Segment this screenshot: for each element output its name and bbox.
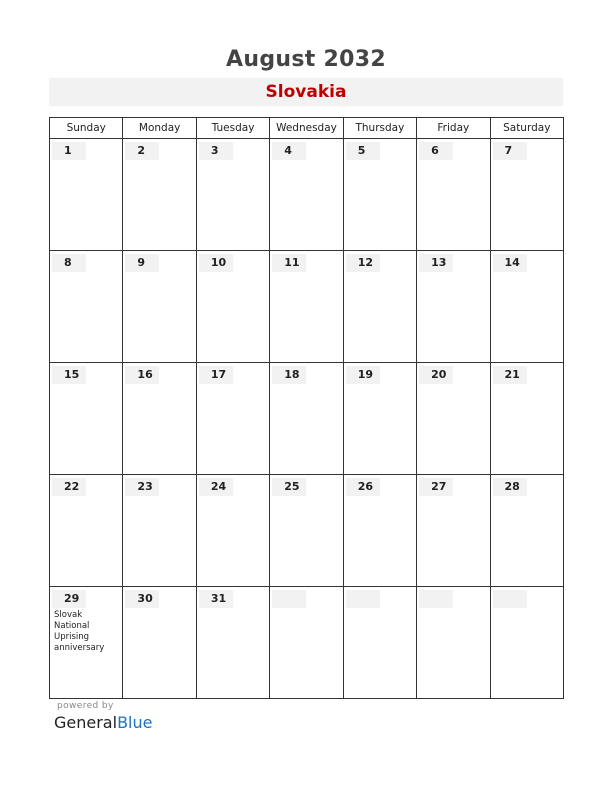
- day-cell[interactable]: [417, 139, 490, 251]
- powered-by-label: powered by: [57, 701, 114, 711]
- day-cell[interactable]: [50, 251, 123, 363]
- day-cell[interactable]: [50, 363, 123, 475]
- day-number: 7: [493, 142, 527, 160]
- weekday-friday: Friday: [417, 118, 490, 139]
- brand-general-text: General: [54, 713, 118, 732]
- day-number: [493, 590, 527, 608]
- day-cell[interactable]: [343, 475, 416, 587]
- day-number: 3: [199, 142, 233, 160]
- weekday-sunday: Sunday: [50, 118, 123, 139]
- day-number: 19: [346, 366, 380, 384]
- day-cell[interactable]: [196, 475, 269, 587]
- day-number: 6: [419, 142, 453, 160]
- calendar-grid: [49, 117, 564, 699]
- day-number: 11: [272, 254, 306, 272]
- day-number: 26: [346, 478, 380, 496]
- day-number: 14: [493, 254, 527, 272]
- generalblue-logo[interactable]: [54, 713, 152, 732]
- day-cell[interactable]: [50, 587, 123, 699]
- day-cell[interactable]: [123, 139, 196, 251]
- day-number: 10: [199, 254, 233, 272]
- weekday-thursday: Thursday: [343, 118, 416, 139]
- day-cell[interactable]: [123, 475, 196, 587]
- week-row: [50, 251, 564, 363]
- weekday-saturday: Saturday: [490, 118, 563, 139]
- day-number: 22: [52, 478, 86, 496]
- day-cell[interactable]: [123, 363, 196, 475]
- day-cell[interactable]: [490, 139, 563, 251]
- day-cell[interactable]: [270, 363, 343, 475]
- day-number: 13: [419, 254, 453, 272]
- day-number: 23: [125, 478, 159, 496]
- day-cell[interactable]: [490, 587, 563, 699]
- day-cell[interactable]: [50, 475, 123, 587]
- day-number: 25: [272, 478, 306, 496]
- day-number: 30: [125, 590, 159, 608]
- day-cell[interactable]: [417, 251, 490, 363]
- page-title: August 2032: [226, 47, 386, 72]
- day-number: [272, 590, 306, 608]
- week-row: [50, 363, 564, 475]
- day-cell[interactable]: [270, 139, 343, 251]
- day-cell[interactable]: [417, 475, 490, 587]
- day-number: 29: [52, 590, 86, 608]
- day-cell[interactable]: [50, 139, 123, 251]
- day-cell[interactable]: [270, 251, 343, 363]
- day-cell[interactable]: [196, 251, 269, 363]
- day-number: 1: [52, 142, 86, 160]
- day-number: 28: [493, 478, 527, 496]
- day-number: 12: [346, 254, 380, 272]
- day-number: [346, 590, 380, 608]
- week-row: [50, 587, 564, 699]
- day-number: 20: [419, 366, 453, 384]
- day-number: 24: [199, 478, 233, 496]
- day-cell[interactable]: [343, 251, 416, 363]
- brand-blue-text: Blue: [117, 713, 153, 732]
- weekday-header-row: [50, 118, 564, 139]
- holiday-event: Slovak National Uprising anniversary: [54, 610, 105, 653]
- day-number: 16: [125, 366, 159, 384]
- day-cell[interactable]: [417, 363, 490, 475]
- weekday-tuesday: Tuesday: [196, 118, 269, 139]
- day-cell[interactable]: [123, 587, 196, 699]
- day-cell[interactable]: [270, 587, 343, 699]
- day-number: 21: [493, 366, 527, 384]
- day-cell[interactable]: [417, 587, 490, 699]
- day-number: 17: [199, 366, 233, 384]
- day-number: 5: [346, 142, 380, 160]
- week-row: [50, 139, 564, 251]
- day-cell[interactable]: [123, 251, 196, 363]
- day-cell[interactable]: [196, 587, 269, 699]
- day-cell[interactable]: [490, 363, 563, 475]
- day-number: [419, 590, 453, 608]
- day-number: 31: [199, 590, 233, 608]
- week-row: [50, 475, 564, 587]
- weekday-wednesday: Wednesday: [270, 118, 343, 139]
- weekday-monday: Monday: [123, 118, 196, 139]
- day-cell[interactable]: [196, 363, 269, 475]
- day-number: 2: [125, 142, 159, 160]
- day-cell[interactable]: [343, 363, 416, 475]
- day-number: 9: [125, 254, 159, 272]
- country-name: Slovakia: [49, 78, 563, 106]
- day-cell[interactable]: [270, 475, 343, 587]
- day-cell[interactable]: [490, 475, 563, 587]
- day-cell[interactable]: [196, 139, 269, 251]
- day-number: 4: [272, 142, 306, 160]
- day-number: 8: [52, 254, 86, 272]
- day-cell[interactable]: [490, 251, 563, 363]
- day-number: 15: [52, 366, 86, 384]
- day-cell[interactable]: [343, 587, 416, 699]
- day-cell[interactable]: [343, 139, 416, 251]
- day-number: 27: [419, 478, 453, 496]
- day-number: 18: [272, 366, 306, 384]
